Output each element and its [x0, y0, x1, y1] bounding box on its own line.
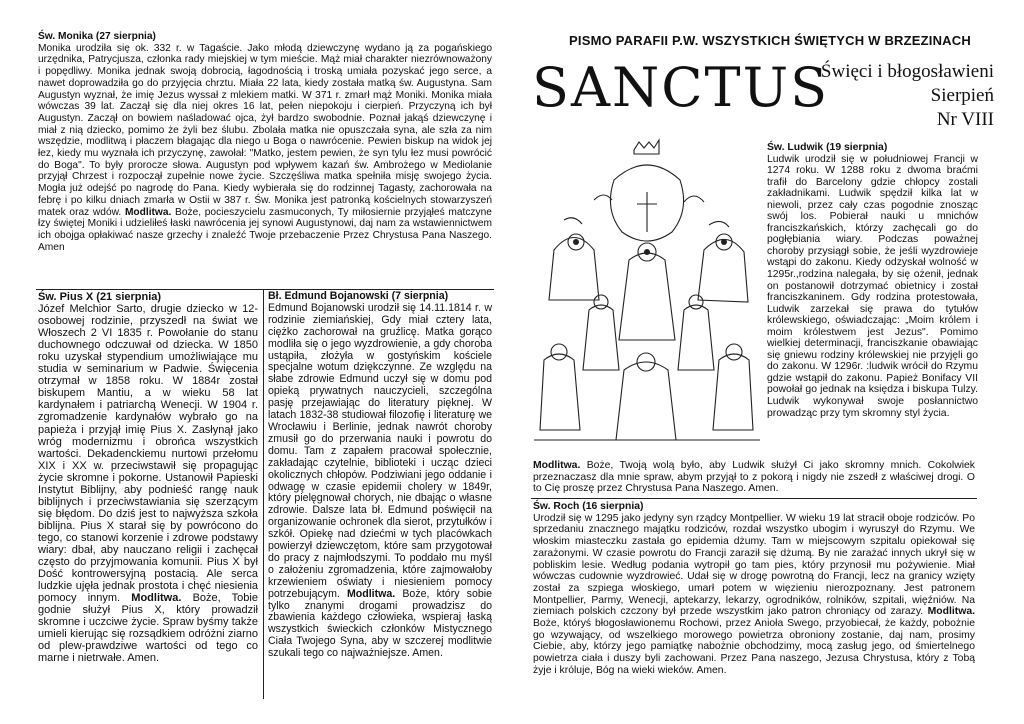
subtitle-line: Święci i błogosławieni	[820, 61, 994, 82]
pius-article	[38, 291, 258, 664]
roch-body: Urodził się w 1295 jako jedyny syn rządcy Montpellier. W wieku 19 lat stracił oboje rodziców. Po sprzedaniu znacznego majątku rodziców, rozdał wszystko ubogim i wyruszył do Rzymu. We włoskim miasteczku zastała go epidemia dżumy. Tam w miejscowym szpitalu opiekował się zarażonymi. W czasie powrotu do Francji zaraził się dżumą. By nie zarażać innych ukrył się w pobliskim lesie. Według podania wytropił go tam pies, który przynosił mu pożywienie. Miał wówczas cudownie wyzdrowieć. Udał się w drogę powrotną do Francji, lecz na granicy wzięty został za szpiega włoskiego, umarł potem w więzieniu nierozpoznany. Jest patronem Montpellier, Parmy, Wenecji, aptekarzy, lekarzy, ogrodników, rolników, szpitali, więźniów. Na ziemiach polskich czczony był przede wszystkim jako patron chroniący od zarazy. Modlitwa. Boże, któryś błogosławionemu Rochowi, przez Anioła Swego, przyobiecał, że każdy, pobożnie go wzywający, od wszelkiego morowego powietrza obroniony zostanie, daj nam, prosimy Ciebie, aby, którzy jego pamiątkę nabożnie obchodzimy, mocą zasług jego, od śmiertelnego powietrza ciała i duszy byli zachowani. Przez Pana naszego, Jezusa Chrystusa, który z Tobą żyje i króluje, Bóg na wieki wieków. Amen.	[533, 512, 975, 676]
ludwik-prayer-label: Modlitwa.	[533, 460, 581, 471]
subtitle-number: Nr VIII	[936, 109, 994, 130]
roch-article	[533, 501, 975, 677]
pius-body: Józef Melchior Sarto, drugie dziecko w 12-osobowej rodzinie, przyszedł na świat we Włoszech 2 VI 1835 r. Powołanie do stanu duchownego odczuwał od dziecka. W 1850 roku uzyskał stypendium umożliwiające mu studia w seminarium w Padwie. Święcenia otrzymał w 1858 roku. W 1884r został biskupem Mantiu, a w wieku 58 lat kardynałem i patriarchą Wenecji. W 1904 r. zgromadzenie kardynałów wybrało go na papieża i przyjął imię Pius X. Zasłynął jako wróg modernizmu i obrońca wszystkich wartości. Dekadenckiemu nurtowi przełomu XIX i XX w. przeciwstawił się propagując życie skromne i pokorne. Ustanowił Papieski Instytut Biblijny, aby podnieść rangę nauk biblijnych i przeciwstawiania się szerzącym się błędom. Do dziś jest to najwyższa szkoła biblijna. Pius X starał się by powrócono do tego, co stanowi korzenie i zdrowe podstawy wiary: dbał, aby nauczano religii i zachęcał często do przyjmowania komunii. Pius X był Dość kontrowersyjną postacią. Ale serca ludzkie ujęła jednak prostota i chęć niesienia pomocy innym. Modlitwa. Boże, Tobie godnie służył Pius X, który prowadził skromne i uczciwe życie. Spraw byśmy także umieli kierując się rozsądkiem odróżni ziarno od plew-prawdziwe wartości od tego co marne i nietrwałe. Amen.	[38, 303, 258, 665]
edmund-prayer: Boże, który sobie tylko znanymi drogami prowadzisz do zbawienia każdego człowieka, wspieraj łaską wszystkich świeckich członków Mistycznego Ciała Twojego Syna, aby w szczerej modlitwie szukali tego co najważniejsze. Amen.	[268, 587, 492, 660]
parish-header: PISMO PARAFII P.W. WSZYSTKICH ŚWIĘTYCH W BRZEZINACH	[569, 33, 971, 48]
subtitle-month: Sierpień	[930, 85, 994, 106]
pius-title: Św. Pius X (21 sierpnia)	[38, 291, 162, 303]
ludwik-title: Św. Ludwik (19 sierpnia)	[767, 142, 888, 153]
edmund-title: Bł. Edmund Bojanowski (7 sierpnia)	[268, 290, 449, 302]
divider-right	[531, 498, 977, 499]
monika-body: Monika urodziła się ok. 332 r. w Tagaście. Jako młodą dziewczynę wydano ją za pogańskiego urzędnika, Patrycjusza, członka rady miejskiej w tym mieście. Mąż miał charakter niezrównoważony i popędliwy. Monika jednak swoją dobrocią, łagodnością i troską umiała pozyskać jego serce, a nawet doprowadziła go do przyjęcia chrztu. Miała 22 lata, kiedy została matką św. Augustyna. Sam Augustyn wyznał, że imię Jezus wyssał z mlekiem matki. W 371 r. zmarł mąż Moniki. Monika miała wówczas 39 lat. Zaczął się dla niej okres 16 lat, pełen niepokoju i cierpień. Przyczyną ich był Augustyn. Zaczął on bowiem naśladować ojca, żył bardzo swobodnie. Poznał jakąś dziewczynę i miał z nią dziecko, pomimo że żyli bez ślubu. Zbolała matka nie opuszczała syna, ale szła za nim wszędzie, modlitwą i płaczem błagając dla niego u Boga o nawrócenie. Pewien biskup na widok jej łez, kiedy mu wyznała ich przyczynę, zawołał: "Matko, jestem pewien, że syn tylu łez musi powrócić do Boga". To były prorocze słowa. Augustyn pod wpływem kazań św. Ambrożego w Mediolanie przyjął Chrzest i rozpoczął zupełnie nowe życie. Szczęśliwa matka spełniła misję swojego życia. Mogła już odejść po nagrodę do Pana. Kiedy wybierała się do rodzinnej Tagasty, zachorowała na febrę i po kilku dniach zmarła w Ostii w 387 r. Św. Monika jest patronką kościelnych stowarzyszeń matek oraz wdów. Modlitwa. Boże, pocieszycielu zasmuconych, Ty miłosiernie przyjąłeś matczyne łzy świętej Moniki i udzieliłeś łaski nawrócenia jej synowi Augustynowi, daj nam za wstawiennictwem ich obojga opłakiwać nasze grzechy i znaleźć Twoje przebaczenie Przez Chrystusa Pana Naszego. Amen	[38, 42, 492, 253]
ludwik-body: Ludwik urodził się w południowej Francji w 1274 roku. W 1288 roku z dwoma braćmi trafił do Barcelony gdzie chłopcy zostali zakładnikami. Ludwik spędził kilka lat w niewoli, przez cały czas pogodnie znosząc swój los. Pobierał nauki u mnichów franciszkańskich, którzy zachęcali go do pogłębiania wiary. Podczas poważnej choroby przysiągł sobie, że jeśli wyzdrowieje wstąpi do zakonu. Kiedy odzyskał wolność w 1295r.,rodzina nalegała, by się ożenił, jednak on postanowił dotrzymać obietnicy i został franciszkaninem. Gdy rodzina protestowała, Ludwik zarzekał się prawa do tytułów królewskiego, oświadczając: „Moim królem i moim królestwem jest Jezus". Pomimo wielkiej determinacji, franciszkanie obawiając się gniewu rodziny królewskiej nie przyjęli go do zakonu. W 1296r. :ludwik wrócił do Rzymu gdzie wstąpił do zakonu. Papież Bonifacy VII powołał go jednak na księdza i biskupa Tulzy. Ludwik wykonywał swoje posłannictwo prowadząc przy tym skromny styl życia.	[767, 153, 978, 419]
ludwik-article	[767, 142, 978, 419]
ludwik-prayer-block	[533, 460, 975, 495]
crown-icon	[634, 140, 659, 154]
sanctus-logo: SANCTUS	[532, 56, 830, 119]
roch-prayer: Boże, któryś błogosławionemu Rochowi, przez Anioła Swego, przyobiecał, że każdy, pobożnie go wzywający, od wszelkiego morowego powietrza obroniony zostanie, daj nam, prosimy Ciebie, aby, którzy jego pamiątkę nabożnie obchodzimy, mocą zasług jego, od śmiertelnego powietrza ciała i duszy byli zachowani. Przez Pana naszego, Jezusa Chrystusa, który z Tobą żyje i króluje, Bóg na wieki wieków. Amen.	[533, 618, 975, 676]
saints-illustration	[534, 130, 760, 448]
roch-title: Św. Roch (16 sierpnia)	[533, 501, 644, 512]
pius-prayer-label: Modlitwa.	[131, 592, 182, 605]
monika-prayer: Boże, pocieszycielu zasmuconych, Ty miłosiernie przyjąłeś matczyne łzy świętej Moniki i udzieliłeś łaski nawrócenia jej synowi Augustynowi, daj nam za wstawiennictwem ich obojga opłakiwać nasze grzechy i znaleźć Twoje przebaczenie Przez Chrystusa Pana Naszego. Amen	[38, 206, 492, 253]
divider-center-left	[263, 289, 264, 699]
edmund-body: Edmund Bojanowski urodził się 14.11.1814 r. w rodzinie ziemiańskiej, Gdy miał cztery lata, ciężko zachorował na gruźlicę. Matka gorąco modliła się o jego wyzdrowienie, a gdy choroba ustąpiła, złożyła w gostyńskim kościele specjalne wotum dziękczynne. Ze względu na słabe zdrowie Edmund uczył się w domu pod opieką prywatnych nauczycieli, szczególna pasję przejawiając do literatury pięknej. W latach 1832-38 studiował filozofię i literaturę we Wrocławiu i Berlinie, jednak nawrót choroby zmusił go do przerwania nauki i powrotu do domu. Tam z zapałem pracował społecznie, zakładając czytelnie, biblioteki i ucząc dzieci okolicznych chłopów. Podziwiani jego oddanie i odwagę w czasie epidemii cholery w 1849r, który pielęgnował chorych, nie dbając o własne zdrowie. Dalsze lata bł. Edmund poświęcił na organizowanie ochronek dla sierot, przytułków i szkół. Opiekę nad dziećmi w tych placówkach powierzył dziewczętom, które sam przygotował do pracy z najmłodszymi. To poddało mu myśl o założeniu zgromadzenia, które zajmowałoby krzewieniem oświaty i niesieniem pomocy potrzebującym. Modlitwa. Boże, który sobie tylko znanymi drogami prowadzisz do zbawienia każdego człowieka, wspieraj łaską wszystkich świeckich członków Mistycznego Ciała Twojego Syna, aby w szczerej modlitwie szukali tego co najważniejsze. Amen.	[268, 301, 492, 660]
pius-prayer: Boże, Tobie godnie służył Pius X, który prowadził skromne i uczciwe życie. Spraw byśmy także umieli kierując się rozsądkiem odróżni ziarno od plew-prawdziwe wartości od tego co marne i nietrwałe. Amen.	[38, 592, 258, 665]
edmund-prayer-label: Modlitwa.	[346, 587, 396, 600]
monika-article	[38, 31, 492, 253]
ludwik-prayer: Boże, Twoją wolą było, aby Ludwik służył Ci jako skromny mnich. Cokolwiek przeznaczasz dla mnie spraw, abym przyjął to z pokorą i nigdy nie zszedł z właściwej drogi. O to Cię proszę przez Chrystusa Pana Naszego. Amen.	[533, 460, 975, 495]
monika-title: Św. Monika (27 sierpnia)	[38, 31, 156, 42]
issue-subtitle	[821, 60, 994, 132]
edmund-article	[268, 291, 492, 660]
roch-prayer-label: Modlitwa.	[927, 606, 975, 618]
monika-prayer-label: Modlitwa.	[124, 206, 172, 218]
